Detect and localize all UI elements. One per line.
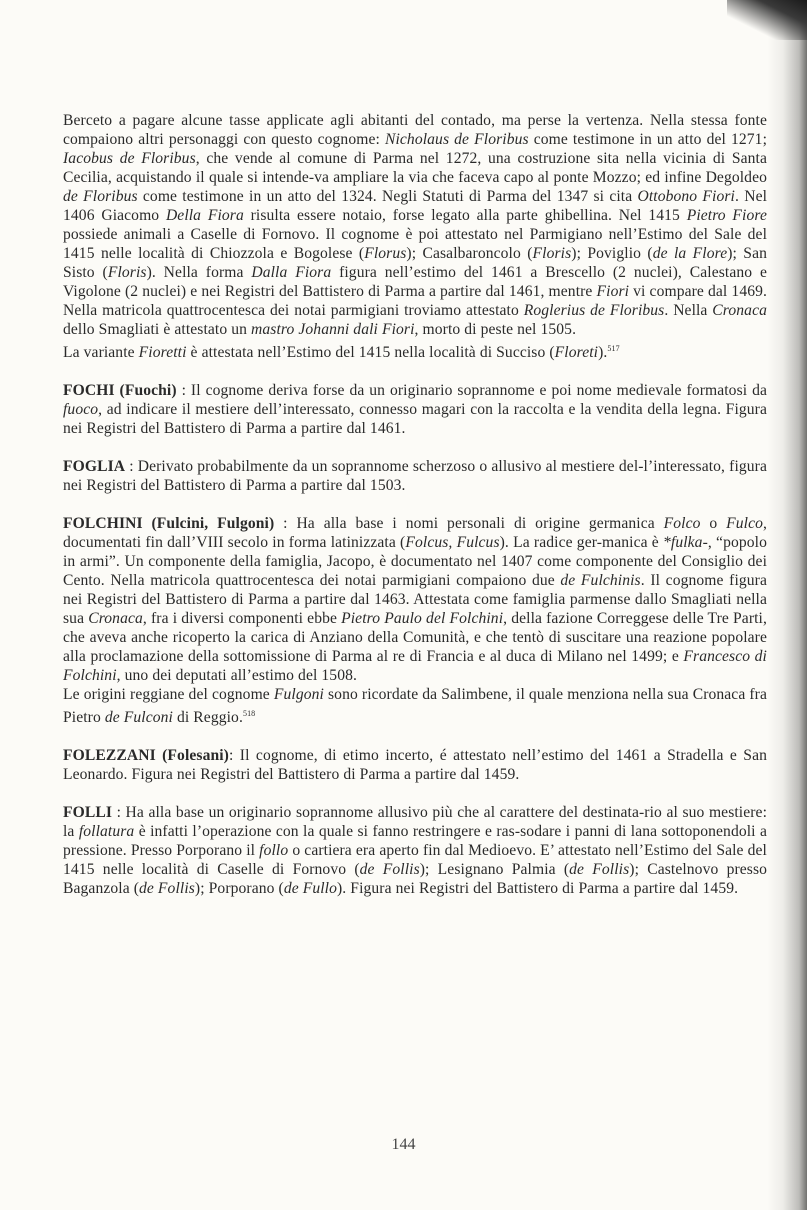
- text-run: Berceto a pagare alcune tasse applicate agli abitanti del contado, ma perse la vertenza. Nella stessa fonte compaiono altri personaggi con questo cognome:: [63, 112, 767, 148]
- text-run: ); Lesignano Palmia (: [419, 861, 570, 879]
- italic-text: Fulco: [726, 515, 763, 533]
- italic-text: Ottobono Fiori: [637, 188, 735, 205]
- italic-text: Roglerius de Floribus: [523, 302, 665, 319]
- italic-text: Pietro Paulo del Folchini: [341, 610, 504, 628]
- text-run: ); Porporano (: [194, 880, 284, 898]
- text-run: , ad indicare il mestiere dell’interessato, connesso magari con la raccolta e la vendita della legna. Figura nei Registri del Battistero di Parma a partire dal 1461.: [63, 401, 767, 438]
- entry-paragraph: [63, 381, 767, 438]
- footnote-ref: 518: [242, 709, 256, 719]
- text-run: ). Nella forma: [146, 264, 252, 281]
- text-run: : Derivato probabilmente da un soprannome scherzoso o allusivo al mestiere del-l’interessato, figura nei Registri del Battistero di Parma a partire dal 1503.: [63, 458, 767, 495]
- italic-text: Nicholaus de Floribus: [384, 131, 529, 148]
- italic-text: Francesco di Folchini: [63, 648, 767, 685]
- text-run: dello Smagliati è attestato un: [63, 321, 252, 338]
- entry-paragraph: [63, 746, 767, 784]
- dictionary-entry: [63, 514, 767, 727]
- text-run: ).: [598, 344, 608, 362]
- italic-text: de Follis: [359, 861, 420, 879]
- entry-spacer: [63, 727, 767, 746]
- text-run: figura nell’estimo del 1461 a Brescello (2 nuclei), Calestano e Vigolone (2 nuclei) e nei Registri del Battistero di Parma a partire dal 1461, mentre: [63, 264, 767, 300]
- italic-text: mastro Johanni dali Fiori: [251, 321, 415, 338]
- italic-text: de Follis: [569, 861, 630, 879]
- entry-paragraph: [63, 514, 767, 685]
- italic-text: Florus: [364, 245, 407, 262]
- dictionary-entry: [63, 457, 767, 495]
- text-run: come testimone in un atto del 1271;: [528, 131, 768, 148]
- text-run: . Nel 1406 Giacomo: [63, 188, 768, 224]
- italic-text: Floris: [532, 245, 572, 262]
- text-run: : Ha alla base un originario soprannome allusivo più che al carattere del destinata-rio al suo mestiere: la: [63, 804, 767, 841]
- italic-text: de Floribus: [63, 188, 138, 205]
- italic-text: de Fullo: [283, 880, 338, 898]
- italic-text: Floreti: [554, 344, 599, 362]
- entry-headword: FOCHI (Fuochi): [63, 382, 177, 400]
- page-number: 144: [391, 1136, 416, 1153]
- text-run: risulta essere notaio, forse legato alla parte ghibellina. Nel 1415: [243, 207, 687, 224]
- text-run: : Il cognome, di etimo incerto, é attestato nell’estimo del 1461 a Stradella e San Leonardo. Figura nei Registri del Battistero di Parma a partire dal 1459.: [63, 747, 767, 784]
- italic-text: de Follis: [139, 880, 195, 898]
- italic-text: Fioretti: [138, 344, 187, 362]
- page-corner-shadow: [727, 0, 807, 40]
- italic-text: Pietro Fiore: [686, 207, 767, 224]
- text-run: , della fazione Correggese delle Tre Parti, che aveva anche ricoperto la carica di Anziano della Comunità, e che tentò di suscitare una reazione popolare alla proclamazione della sottomissione di Parma al re di Francia e al duca di Milano nel 1499; e: [63, 610, 767, 666]
- entry-paragraph: [63, 685, 767, 727]
- footnote-ref: 517: [607, 344, 620, 353]
- text-run: ); Castelnovo presso Baganzola (: [63, 861, 768, 898]
- entry-spacer: [63, 438, 767, 457]
- text-run: ); Casalbaroncolo (: [406, 245, 533, 262]
- dictionary-entry: [63, 803, 767, 898]
- entry-headword: FOLLI: [63, 804, 113, 822]
- entry-headword: FOLCHINI (Fulcini, Fulgoni): [63, 515, 275, 533]
- italic-text: Della Fiora: [165, 207, 244, 224]
- italic-text: Cronaca: [88, 610, 143, 628]
- entry-paragraph: [63, 803, 767, 898]
- text-run: , che vende al comune di Parma nel 1272, una costruzione sita nella vicinia di Santa Cecilia, acquistando il quale si intende-va ampliare la via che faceva capo al ponte Mozzo; ed infine Degoldeo: [63, 150, 767, 186]
- entry-headword: FOGLIA: [63, 458, 126, 476]
- text-run: o: [700, 515, 727, 533]
- text-run: , uno dei deputati all’estimo del 1508.: [116, 667, 357, 685]
- text-run: è attestata nell’Estimo del 1415 nella località di Succiso (: [186, 344, 555, 362]
- text-run: ); Poviglio (: [571, 245, 653, 262]
- entry-spacer: [63, 784, 767, 803]
- italic-text: Cronaca: [712, 302, 767, 319]
- entry-headword: FOLEZZANI (Folesani): [63, 747, 229, 765]
- text-run: , “popolo in armi”. Un componente della famiglia, Jacopo, è documentato nel 1407 come componente del Consiglio dei Cento. Nella matricola quattrocentesca dei notai parmigiani compaiono due: [63, 534, 767, 590]
- text-run: ). La radice ger-manica è: [499, 534, 663, 552]
- italic-text: Folco: [663, 515, 701, 533]
- text-run: è infatti l’operazione con la quale si fanno restringere e ras-sodare i panni di lana sottoponendoli a pressione. Presso Porporano il: [63, 823, 767, 860]
- text-run: possiede animali a Caselle di Fornovo. Il cognome è poi attestato nel Parmigiano nell’Estimo del Sale del 1415 nelle località di Chiozzola e Bogolese (: [63, 226, 767, 262]
- italic-text: de Fulchinis: [560, 572, 641, 590]
- italic-text: *fulka-: [663, 534, 708, 552]
- italic-text: Fulgoni: [273, 686, 324, 704]
- text-run: sono ricordate da Salimbene, il quale menziona nella sua Cronaca fra Pietro: [63, 686, 768, 727]
- entry-paragraph: [63, 339, 767, 362]
- italic-text: follatura: [78, 823, 135, 841]
- dictionary-entry: [63, 381, 767, 438]
- text-run: , morto di peste nel 1505.: [414, 321, 577, 338]
- text-run: o cartiera era aperto fin dal Medioevo. E’ attestato nell’Estimo del Sale del 1415 nelle località di Caselle di Fornovo (: [63, 842, 767, 879]
- text-run: , fra i diversi componenti ebbe: [142, 610, 342, 628]
- text-run: come testimone in un atto del 1324. Negli Statuti di Parma del 1347 si cita: [137, 188, 638, 205]
- dictionary-entry: [63, 111, 767, 362]
- text-run: . Nella: [664, 302, 713, 319]
- text-run: , documentati fin dall’VIII secolo in forma latinizzata (: [63, 515, 767, 552]
- dictionary-entry: [63, 746, 767, 784]
- italic-text: de la Flore: [652, 245, 728, 262]
- text-run: di Reggio.: [172, 709, 243, 727]
- text-run: : Ha alla base i nomi personali di origine germanica: [274, 515, 664, 533]
- italic-text: follo: [259, 842, 289, 860]
- italic-text: Floris: [107, 264, 147, 281]
- entry-paragraph: [63, 111, 767, 339]
- italic-text: de Fulconi: [104, 709, 173, 727]
- text-run: . Il cognome figura nei Registri del Battistero di Parma a partire dal 1463. Attestata come famiglia parmense dallo Smagliati nella sua: [63, 572, 767, 628]
- text-run: ); San Sisto (: [63, 245, 767, 281]
- italic-text: Fiori: [596, 283, 630, 300]
- text-run: vi compare dal 1469. Nella matricola quattrocentesca dei notai parmigiani troviamo attestato: [63, 283, 768, 319]
- text-run: La variante: [63, 344, 139, 362]
- italic-text: Folcus, Fulcus: [405, 534, 500, 552]
- page-body: [63, 111, 767, 898]
- text-run: Le origini reggiane del cognome: [63, 686, 274, 704]
- entry-spacer: [63, 495, 767, 514]
- italic-text: Iacobus de Floribus: [63, 150, 196, 167]
- entry-spacer: [63, 362, 767, 381]
- italic-text: Dalla Fiora: [251, 264, 332, 281]
- page-gutter-shadow: [767, 0, 807, 1210]
- entry-paragraph: [63, 457, 767, 495]
- text-run: : Il cognome deriva forse da un originario soprannome e poi nome medievale formatosi da: [176, 382, 768, 400]
- italic-text: fuoco: [63, 401, 99, 419]
- text-run: ). Figura nei Registri del Battistero di Parma a partire dal 1459.: [337, 880, 739, 898]
